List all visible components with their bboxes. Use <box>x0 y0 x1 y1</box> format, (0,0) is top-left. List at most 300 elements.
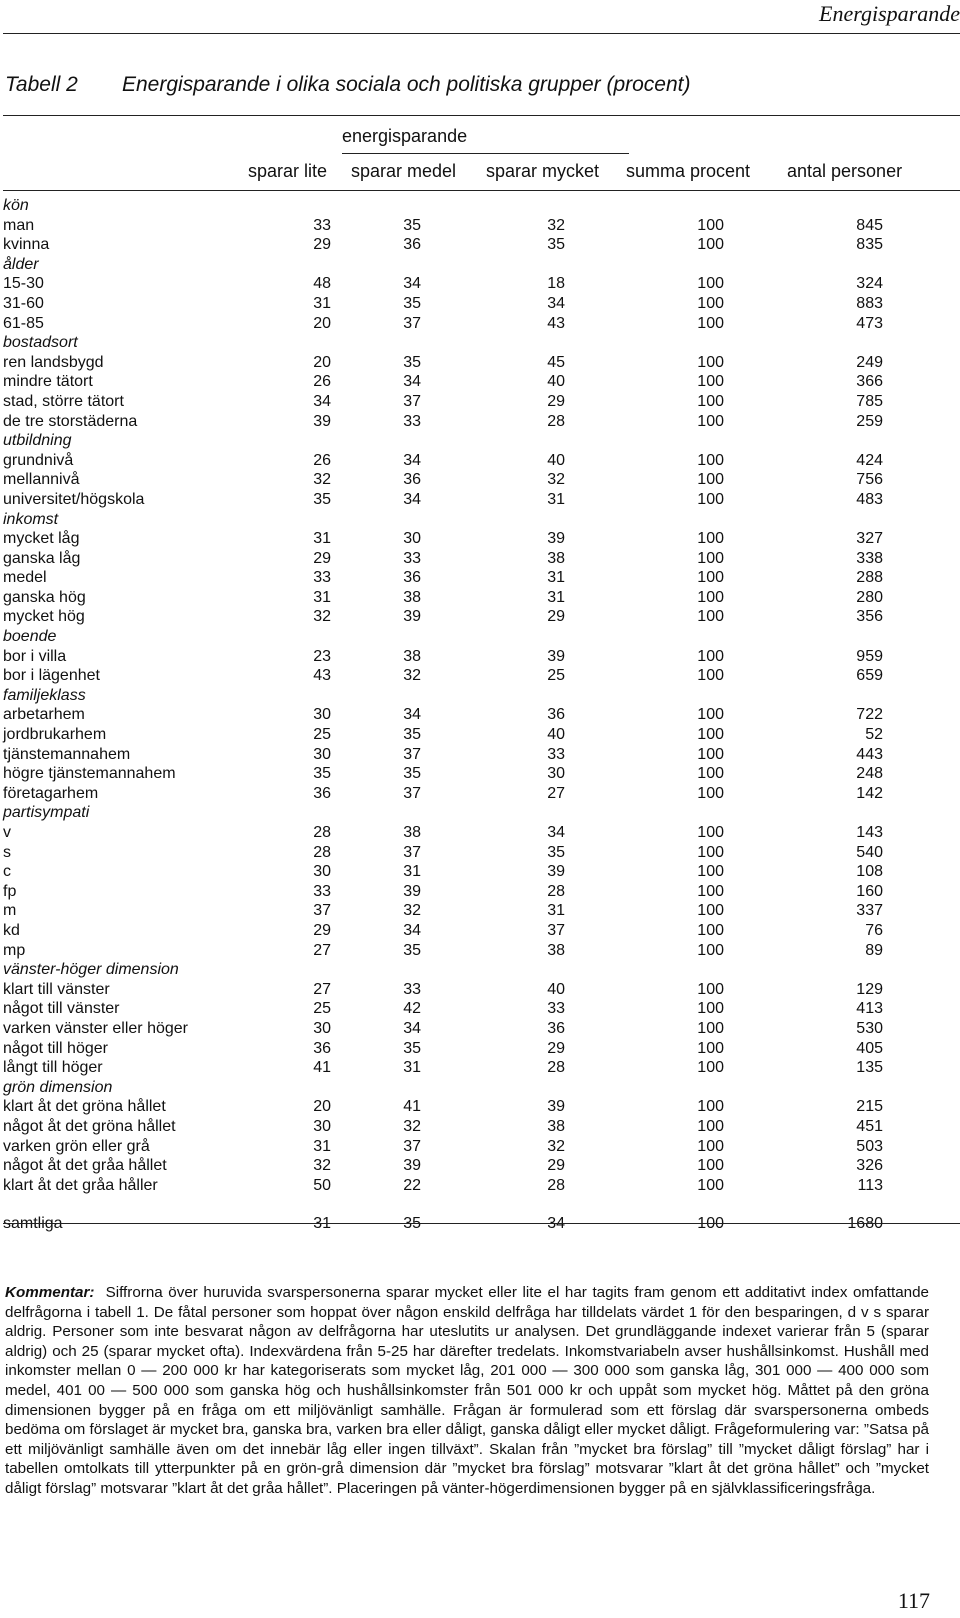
cell-summa-procent: 100 <box>697 530 724 548</box>
cell-sparar-medel: 33 <box>403 980 421 998</box>
cell-sparar-lite: 29 <box>313 921 331 939</box>
category-row <box>3 431 883 451</box>
table-title: Energisparande i olika sociala och politiska grupper (procent) <box>122 73 691 96</box>
comment-label: Kommentar: <box>5 1284 95 1301</box>
cell-sparar-medel: 39 <box>403 608 421 626</box>
cell-sparar-mycket: 33 <box>547 745 565 763</box>
cell-sparar-mycket: 29 <box>547 1157 565 1175</box>
cell-sparar-medel: 34 <box>403 706 421 724</box>
table-row <box>3 470 883 490</box>
table-row <box>3 1058 883 1078</box>
row-label: kd <box>3 921 20 939</box>
cell-sparar-lite: 29 <box>313 236 331 254</box>
cell-sparar-lite: 43 <box>313 667 331 685</box>
cell-summa-procent: 100 <box>697 392 724 410</box>
row-label: något åt det gröna hållet <box>3 1117 176 1135</box>
cell-sparar-medel: 37 <box>403 314 421 332</box>
cell-antal-personer: 108 <box>856 863 883 881</box>
cell-sparar-mycket: 31 <box>547 569 565 587</box>
cell-summa-procent: 100 <box>697 588 724 606</box>
cell-sparar-mycket: 33 <box>547 1000 565 1018</box>
category-row <box>3 255 883 275</box>
cell-sparar-medel: 32 <box>403 902 421 920</box>
cell-sparar-medel: 31 <box>403 1059 421 1077</box>
cell-summa-procent: 100 <box>697 294 724 312</box>
cell-sparar-lite: 32 <box>313 608 331 626</box>
cell-sparar-lite: 33 <box>313 882 331 900</box>
table-row <box>3 999 883 1019</box>
cell-sparar-mycket: 43 <box>547 314 565 332</box>
cell-sparar-mycket: 36 <box>547 1019 565 1037</box>
cell-sparar-medel: 39 <box>403 882 421 900</box>
cell-antal-personer: 503 <box>856 1137 883 1155</box>
category-row <box>3 627 883 647</box>
category-row <box>3 196 883 216</box>
row-label: medel <box>3 569 47 587</box>
cell-summa-procent: 100 <box>697 1157 724 1175</box>
cell-sparar-mycket: 38 <box>547 549 565 567</box>
table-row <box>3 862 883 882</box>
cell-sparar-lite: 32 <box>313 1157 331 1175</box>
cell-antal-personer: 835 <box>856 236 883 254</box>
column-group-header: energisparande <box>342 126 468 146</box>
cell-sparar-medel: 32 <box>403 1117 421 1135</box>
cell-antal-personer: 143 <box>856 824 883 841</box>
cell-sparar-lite: 26 <box>313 373 331 391</box>
comment-paragraph <box>5 1283 929 1499</box>
table-row <box>3 1137 883 1157</box>
table-number: Tabell 2 <box>5 73 78 96</box>
cell-summa-procent: 100 <box>697 921 724 939</box>
cell-summa-procent: 100 <box>697 784 724 802</box>
cell-sparar-medel: 38 <box>403 824 421 841</box>
cell-sparar-medel: 37 <box>403 392 421 410</box>
table-row <box>3 274 883 294</box>
cell-antal-personer: 326 <box>856 1157 883 1175</box>
category-label: utbildning <box>3 432 72 450</box>
cell-sparar-lite: 30 <box>313 1019 331 1037</box>
cell-sparar-lite: 30 <box>313 1117 331 1135</box>
cell-summa-procent: 100 <box>697 471 724 489</box>
cell-antal-personer: 405 <box>856 1039 883 1057</box>
table-row <box>3 353 883 373</box>
cell-sparar-medel: 34 <box>403 451 421 469</box>
category-label: grön dimension <box>3 1078 113 1096</box>
cell-sparar-lite: 31 <box>313 1137 331 1155</box>
cell-summa-procent: 100 <box>697 608 724 626</box>
table-row <box>3 314 883 334</box>
cell-sparar-mycket: 38 <box>547 941 565 959</box>
row-label: de tre storstäderna <box>3 412 138 430</box>
cell-sparar-mycket: 29 <box>547 608 565 626</box>
row-label: varken grön eller grå <box>3 1137 150 1155</box>
row-label: tjänstemannahem <box>3 745 131 763</box>
cell-sparar-medel: 36 <box>403 236 421 254</box>
row-label: mycket låg <box>3 530 80 548</box>
cell-sparar-mycket: 36 <box>547 706 565 724</box>
cell-antal-personer: 160 <box>856 882 883 900</box>
table-row <box>3 1019 883 1039</box>
cell-summa-procent: 100 <box>697 412 724 430</box>
cell-summa-procent: 100 <box>697 216 724 234</box>
cell-sparar-medel: 39 <box>403 1157 421 1175</box>
cell-sparar-mycket: 38 <box>547 1117 565 1135</box>
cell-sparar-mycket: 32 <box>547 1137 565 1155</box>
cell-summa-procent: 100 <box>697 490 724 508</box>
cell-sparar-medel: 34 <box>403 490 421 508</box>
table-row <box>3 882 883 902</box>
cell-summa-procent: 100 <box>697 745 724 763</box>
cell-sparar-mycket: 25 <box>547 667 565 685</box>
table-row <box>3 490 883 510</box>
category-row <box>3 960 883 980</box>
comment-text: Siffrorna över huruvida svarspersonerna sparar mycket eller lite el har tagits fram genom ett additativt index omfattande delfrågorna i tabell 1. De fåtal personer som hoppat över någon enskild delfråga har tilldelats värdet 1 för den besparingen, d v s sparar aldrig. Personer som inte besvarat någon av delfrågorna har uteslutits ur analysen. Det grundläggande indexet varierar från 5 (sparar aldrig) och 25 (sparar mycket ofta). Indexvärdena från 5-25 har därefter tredelats. Inkomstvariabeln avser hushållsinkomst. Hushåll med inkomster mellan 0 — 200 000 kr har kategoriserats som mycket låg, 201 000 — 300 000 som ganska låg, 301 000 — 400 000 som medel, 401 00 — 500 000 som ganska hög och hushållsinkomster från 501 000 kr och uppåt som mycket hög. Måttet på den gröna dimensionen bygger på en fråga om ett miljövänligt samhälle. Frågan är formulerad som ett förslag där svarspersonerna ombeds bedöma om förslaget är mycket bra, ganska bra, varken bra eller dåligt, ganska dåligt eller mycket dåligt. Frågeformulering var: ”Satsa på ett miljövänligt samhälle även om det innebär låg eller ingen tillväxt”. Skalan från ”mycket bra förslag” till ”mycket dåligt förslag” har i tabellen omtolkats till ytterpunkter på en grön-grå dimension där ”mycket bra förslag” motsvarar ”klart åt det gröna hållet” och ”mycket dåligt förslag” motsvarar ”klart åt det gråa hållet”. Placeringen på vänter-högerdimensionen bygger på en självklassificeringsfråga. <box>5 1284 929 1497</box>
table-row <box>3 705 883 725</box>
total-row <box>3 1214 883 1234</box>
category-label: inkomst <box>3 510 59 528</box>
row-label: varken vänster eller höger <box>3 1019 188 1037</box>
table-row <box>3 647 883 667</box>
data-table <box>3 196 883 1234</box>
cell-summa-procent: 100 <box>697 373 724 391</box>
cell-sparar-mycket: 30 <box>547 765 565 783</box>
cell-summa-procent: 100 <box>697 1059 724 1077</box>
cell-antal-personer: 483 <box>856 490 883 508</box>
cell-sparar-mycket: 29 <box>547 392 565 410</box>
cell-antal-personer: 259 <box>856 412 883 430</box>
category-row <box>3 686 883 706</box>
table-row <box>3 843 883 863</box>
cell-sparar-lite: 33 <box>313 216 331 234</box>
cell-summa-procent: 100 <box>697 726 724 744</box>
table-row <box>3 1176 883 1196</box>
cell-sparar-medel: 35 <box>403 726 421 744</box>
spacer-cell <box>3 1195 883 1214</box>
cell-sparar-mycket: 31 <box>547 902 565 920</box>
cell-sparar-medel: 35 <box>403 941 421 959</box>
cell-sparar-medel: 38 <box>403 588 421 606</box>
cell-antal-personer: 113 <box>857 1176 883 1194</box>
cell-antal-personer: 845 <box>856 216 883 234</box>
table-row <box>3 901 883 921</box>
cell-sparar-lite: 36 <box>313 1039 331 1057</box>
cell-sparar-lite: 35 <box>313 765 331 783</box>
cell-antal-personer: 540 <box>856 843 883 861</box>
cell-antal-personer: 249 <box>856 353 883 371</box>
cell-summa-procent: 100 <box>697 549 724 567</box>
table-row <box>3 412 883 432</box>
table-top-rule <box>3 115 960 116</box>
cell-sparar-lite: 29 <box>313 549 331 567</box>
cell-antal-personer: 135 <box>856 1059 883 1077</box>
cell-sparar-lite: 31 <box>313 530 331 548</box>
table-row <box>3 823 883 843</box>
cell-sparar-mycket: 39 <box>547 1098 565 1116</box>
cell-sparar-mycket: 37 <box>547 921 565 939</box>
cell-sparar-mycket: 35 <box>547 236 565 254</box>
cell-summa-procent: 100 <box>697 1176 724 1194</box>
row-label: företagarhem <box>3 784 99 802</box>
cell-summa-procent: 100 <box>697 1137 724 1155</box>
cell-summa-procent: 100 <box>697 569 724 587</box>
row-label: universitet/högskola <box>3 490 145 508</box>
cell-antal-personer: 288 <box>856 569 883 587</box>
cell-summa-procent: 100 <box>697 1215 724 1233</box>
row-label: något åt det gråa hållet <box>3 1157 167 1175</box>
cell-sparar-medel: 36 <box>403 569 421 587</box>
cell-antal-personer: 356 <box>856 608 883 626</box>
cell-antal-personer: 215 <box>856 1098 883 1116</box>
cell-sparar-mycket: 28 <box>547 1059 565 1077</box>
table-row <box>3 392 883 412</box>
cell-antal-personer: 756 <box>856 471 883 489</box>
cell-antal-personer: 129 <box>856 980 883 998</box>
table-row <box>3 764 883 784</box>
cell-sparar-medel: 35 <box>403 353 421 371</box>
cell-sparar-medel: 36 <box>403 471 421 489</box>
cell-antal-personer: 424 <box>856 451 883 469</box>
category-label: vänster-höger dimension <box>3 961 179 979</box>
cell-sparar-medel: 31 <box>403 863 421 881</box>
cell-summa-procent: 100 <box>697 843 724 861</box>
cell-sparar-lite: 41 <box>313 1059 331 1077</box>
cell-summa-procent: 100 <box>697 902 724 920</box>
header-bottom-rule <box>3 190 960 191</box>
category-label: kön <box>3 197 29 214</box>
row-label: s <box>3 843 11 861</box>
cell-sparar-medel: 30 <box>403 530 421 548</box>
cell-sparar-lite: 28 <box>313 843 331 861</box>
cell-antal-personer: 883 <box>856 294 883 312</box>
cell-sparar-medel: 32 <box>403 667 421 685</box>
cell-sparar-mycket: 34 <box>547 294 565 312</box>
cell-sparar-lite: 30 <box>313 706 331 724</box>
row-label: v <box>3 824 11 841</box>
cell-summa-procent: 100 <box>697 1000 724 1018</box>
cell-sparar-lite: 20 <box>313 314 331 332</box>
cell-sparar-medel: 34 <box>403 1019 421 1037</box>
row-label: kvinna <box>3 236 50 254</box>
cell-sparar-medel: 34 <box>403 275 421 293</box>
cell-antal-personer: 366 <box>856 373 883 391</box>
cell-sparar-medel: 34 <box>403 921 421 939</box>
table-row <box>3 216 883 236</box>
table-row <box>3 921 883 941</box>
cell-sparar-mycket: 31 <box>547 588 565 606</box>
cell-sparar-medel: 37 <box>403 745 421 763</box>
category-label: bostadsort <box>3 334 78 352</box>
cell-sparar-mycket: 40 <box>547 451 565 469</box>
cell-sparar-lite: 36 <box>313 784 331 802</box>
table-row <box>3 235 883 255</box>
table-body <box>3 196 883 1234</box>
category-row <box>3 1078 883 1098</box>
cell-sparar-lite: 27 <box>313 941 331 959</box>
cell-sparar-lite: 27 <box>313 980 331 998</box>
running-head: Energisparande <box>819 1 960 26</box>
table-row <box>3 588 883 608</box>
cell-sparar-medel: 41 <box>403 1098 421 1116</box>
column-group-underline <box>342 153 629 154</box>
row-label: något till vänster <box>3 1000 120 1018</box>
cell-sparar-medel: 35 <box>403 294 421 312</box>
cell-antal-personer: 337 <box>856 902 883 920</box>
cell-sparar-medel: 38 <box>403 647 421 665</box>
cell-antal-personer: 248 <box>856 765 883 783</box>
category-label: familjeklass <box>3 686 86 704</box>
table-row <box>3 607 883 627</box>
row-label: ganska hög <box>3 588 86 606</box>
cell-sparar-mycket: 40 <box>547 726 565 744</box>
cell-summa-procent: 100 <box>697 1117 724 1135</box>
row-label: mellannivå <box>3 471 80 489</box>
cell-sparar-medel: 35 <box>403 1215 421 1233</box>
row-label: samtliga <box>3 1215 63 1233</box>
cell-sparar-mycket: 40 <box>547 373 565 391</box>
cell-sparar-lite: 31 <box>313 588 331 606</box>
cell-sparar-mycket: 39 <box>547 863 565 881</box>
cell-antal-personer: 473 <box>856 314 883 332</box>
cell-summa-procent: 100 <box>697 765 724 783</box>
category-label: ålder <box>3 255 39 273</box>
table-caption <box>5 70 690 100</box>
cell-sparar-mycket: 32 <box>547 216 565 234</box>
cell-summa-procent: 100 <box>697 275 724 293</box>
cell-sparar-medel: 35 <box>403 1039 421 1057</box>
cell-sparar-lite: 25 <box>313 1000 331 1018</box>
cell-summa-procent: 100 <box>697 451 724 469</box>
table-row <box>3 451 883 471</box>
header-rule <box>3 33 960 34</box>
row-label: arbetarhem <box>3 706 85 724</box>
cell-sparar-lite: 33 <box>313 569 331 587</box>
cell-sparar-lite: 31 <box>313 1215 331 1233</box>
cell-sparar-lite: 37 <box>313 902 331 920</box>
row-label: jordbrukarhem <box>3 726 107 744</box>
cell-sparar-mycket: 32 <box>547 471 565 489</box>
cell-sparar-mycket: 28 <box>547 1176 565 1194</box>
cell-summa-procent: 100 <box>697 236 724 254</box>
cell-antal-personer: 1680 <box>847 1215 883 1233</box>
row-label: något till höger <box>3 1039 108 1057</box>
cell-sparar-medel: 33 <box>403 412 421 430</box>
category-label: partisympati <box>3 804 90 822</box>
cell-summa-procent: 100 <box>697 314 724 332</box>
cell-sparar-lite: 30 <box>313 745 331 763</box>
cell-antal-personer: 324 <box>856 275 883 293</box>
category-row <box>3 510 883 530</box>
cell-antal-personer: 76 <box>865 921 883 939</box>
row-label: mp <box>3 941 26 959</box>
cell-antal-personer: 89 <box>865 941 883 959</box>
cell-sparar-mycket: 31 <box>547 490 565 508</box>
cell-antal-personer: 52 <box>865 726 883 744</box>
table-row <box>3 1156 883 1176</box>
spacer-row <box>3 1195 883 1214</box>
cell-sparar-lite: 23 <box>313 647 331 665</box>
row-label: fp <box>3 882 17 900</box>
cell-summa-procent: 100 <box>697 1039 724 1057</box>
cell-antal-personer: 338 <box>856 549 883 567</box>
table-bottom-rule <box>3 1223 960 1224</box>
cell-antal-personer: 443 <box>856 745 883 763</box>
cell-sparar-medel: 35 <box>403 216 421 234</box>
cell-summa-procent: 100 <box>697 1019 724 1037</box>
category-label: boende <box>3 628 57 646</box>
cell-summa-procent: 100 <box>697 980 724 998</box>
row-label: klart åt det gröna hållet <box>3 1098 166 1116</box>
row-label: högre tjänstemannahem <box>3 765 176 783</box>
column-header-sparar-lite: sparar lite <box>248 161 328 181</box>
table-row <box>3 666 883 686</box>
cell-summa-procent: 100 <box>697 706 724 724</box>
row-label: bor i lägenhet <box>3 667 100 685</box>
cell-sparar-mycket: 28 <box>547 412 565 430</box>
table-row <box>3 529 883 549</box>
cell-sparar-lite: 26 <box>313 451 331 469</box>
cell-sparar-medel: 34 <box>403 373 421 391</box>
cell-sparar-medel: 22 <box>403 1176 421 1194</box>
cell-sparar-mycket: 27 <box>547 784 565 802</box>
cell-sparar-lite: 31 <box>313 294 331 312</box>
cell-sparar-lite: 35 <box>313 490 331 508</box>
category-row <box>3 803 883 823</box>
cell-sparar-mycket: 45 <box>547 353 565 371</box>
cell-summa-procent: 100 <box>697 824 724 841</box>
cell-sparar-mycket: 39 <box>547 530 565 548</box>
cell-antal-personer: 530 <box>856 1019 883 1037</box>
cell-sparar-lite: 34 <box>313 392 331 410</box>
cell-sparar-lite: 28 <box>313 824 331 841</box>
row-label: klart åt det gråa håller <box>3 1176 158 1194</box>
row-label: ren landsbygd <box>3 353 104 371</box>
cell-sparar-medel: 35 <box>403 765 421 783</box>
row-label: c <box>3 863 11 881</box>
row-label: 61-85 <box>3 314 44 332</box>
row-label: 31-60 <box>3 294 44 312</box>
column-header-antal-personer: antal personer <box>787 161 903 181</box>
cell-antal-personer: 142 <box>856 784 883 802</box>
cell-summa-procent: 100 <box>697 667 724 685</box>
cell-summa-procent: 100 <box>697 863 724 881</box>
row-label: mindre tätort <box>3 373 93 391</box>
table-row <box>3 1039 883 1059</box>
page-number: 117 <box>897 1588 930 1613</box>
cell-summa-procent: 100 <box>697 1098 724 1116</box>
row-label: bor i villa <box>3 647 67 665</box>
row-label: ganska låg <box>3 549 81 567</box>
column-header-summa-procent: summa procent <box>626 161 751 181</box>
cell-sparar-mycket: 18 <box>547 275 565 293</box>
cell-sparar-mycket: 35 <box>547 843 565 861</box>
cell-antal-personer: 327 <box>856 530 883 548</box>
cell-sparar-lite: 32 <box>313 471 331 489</box>
cell-sparar-mycket: 29 <box>547 1039 565 1057</box>
cell-antal-personer: 280 <box>856 588 883 606</box>
cell-sparar-lite: 50 <box>313 1176 331 1194</box>
table-row <box>3 1117 883 1137</box>
table-row <box>3 549 883 569</box>
cell-sparar-medel: 37 <box>403 843 421 861</box>
row-label: man <box>3 216 35 234</box>
cell-sparar-lite: 30 <box>313 863 331 881</box>
cell-sparar-lite: 20 <box>313 353 331 371</box>
cell-sparar-lite: 48 <box>313 275 331 293</box>
table-row <box>3 980 883 1000</box>
row-label: mycket hög <box>3 608 85 626</box>
row-label: m <box>3 902 17 920</box>
row-label: grundnivå <box>3 451 74 469</box>
